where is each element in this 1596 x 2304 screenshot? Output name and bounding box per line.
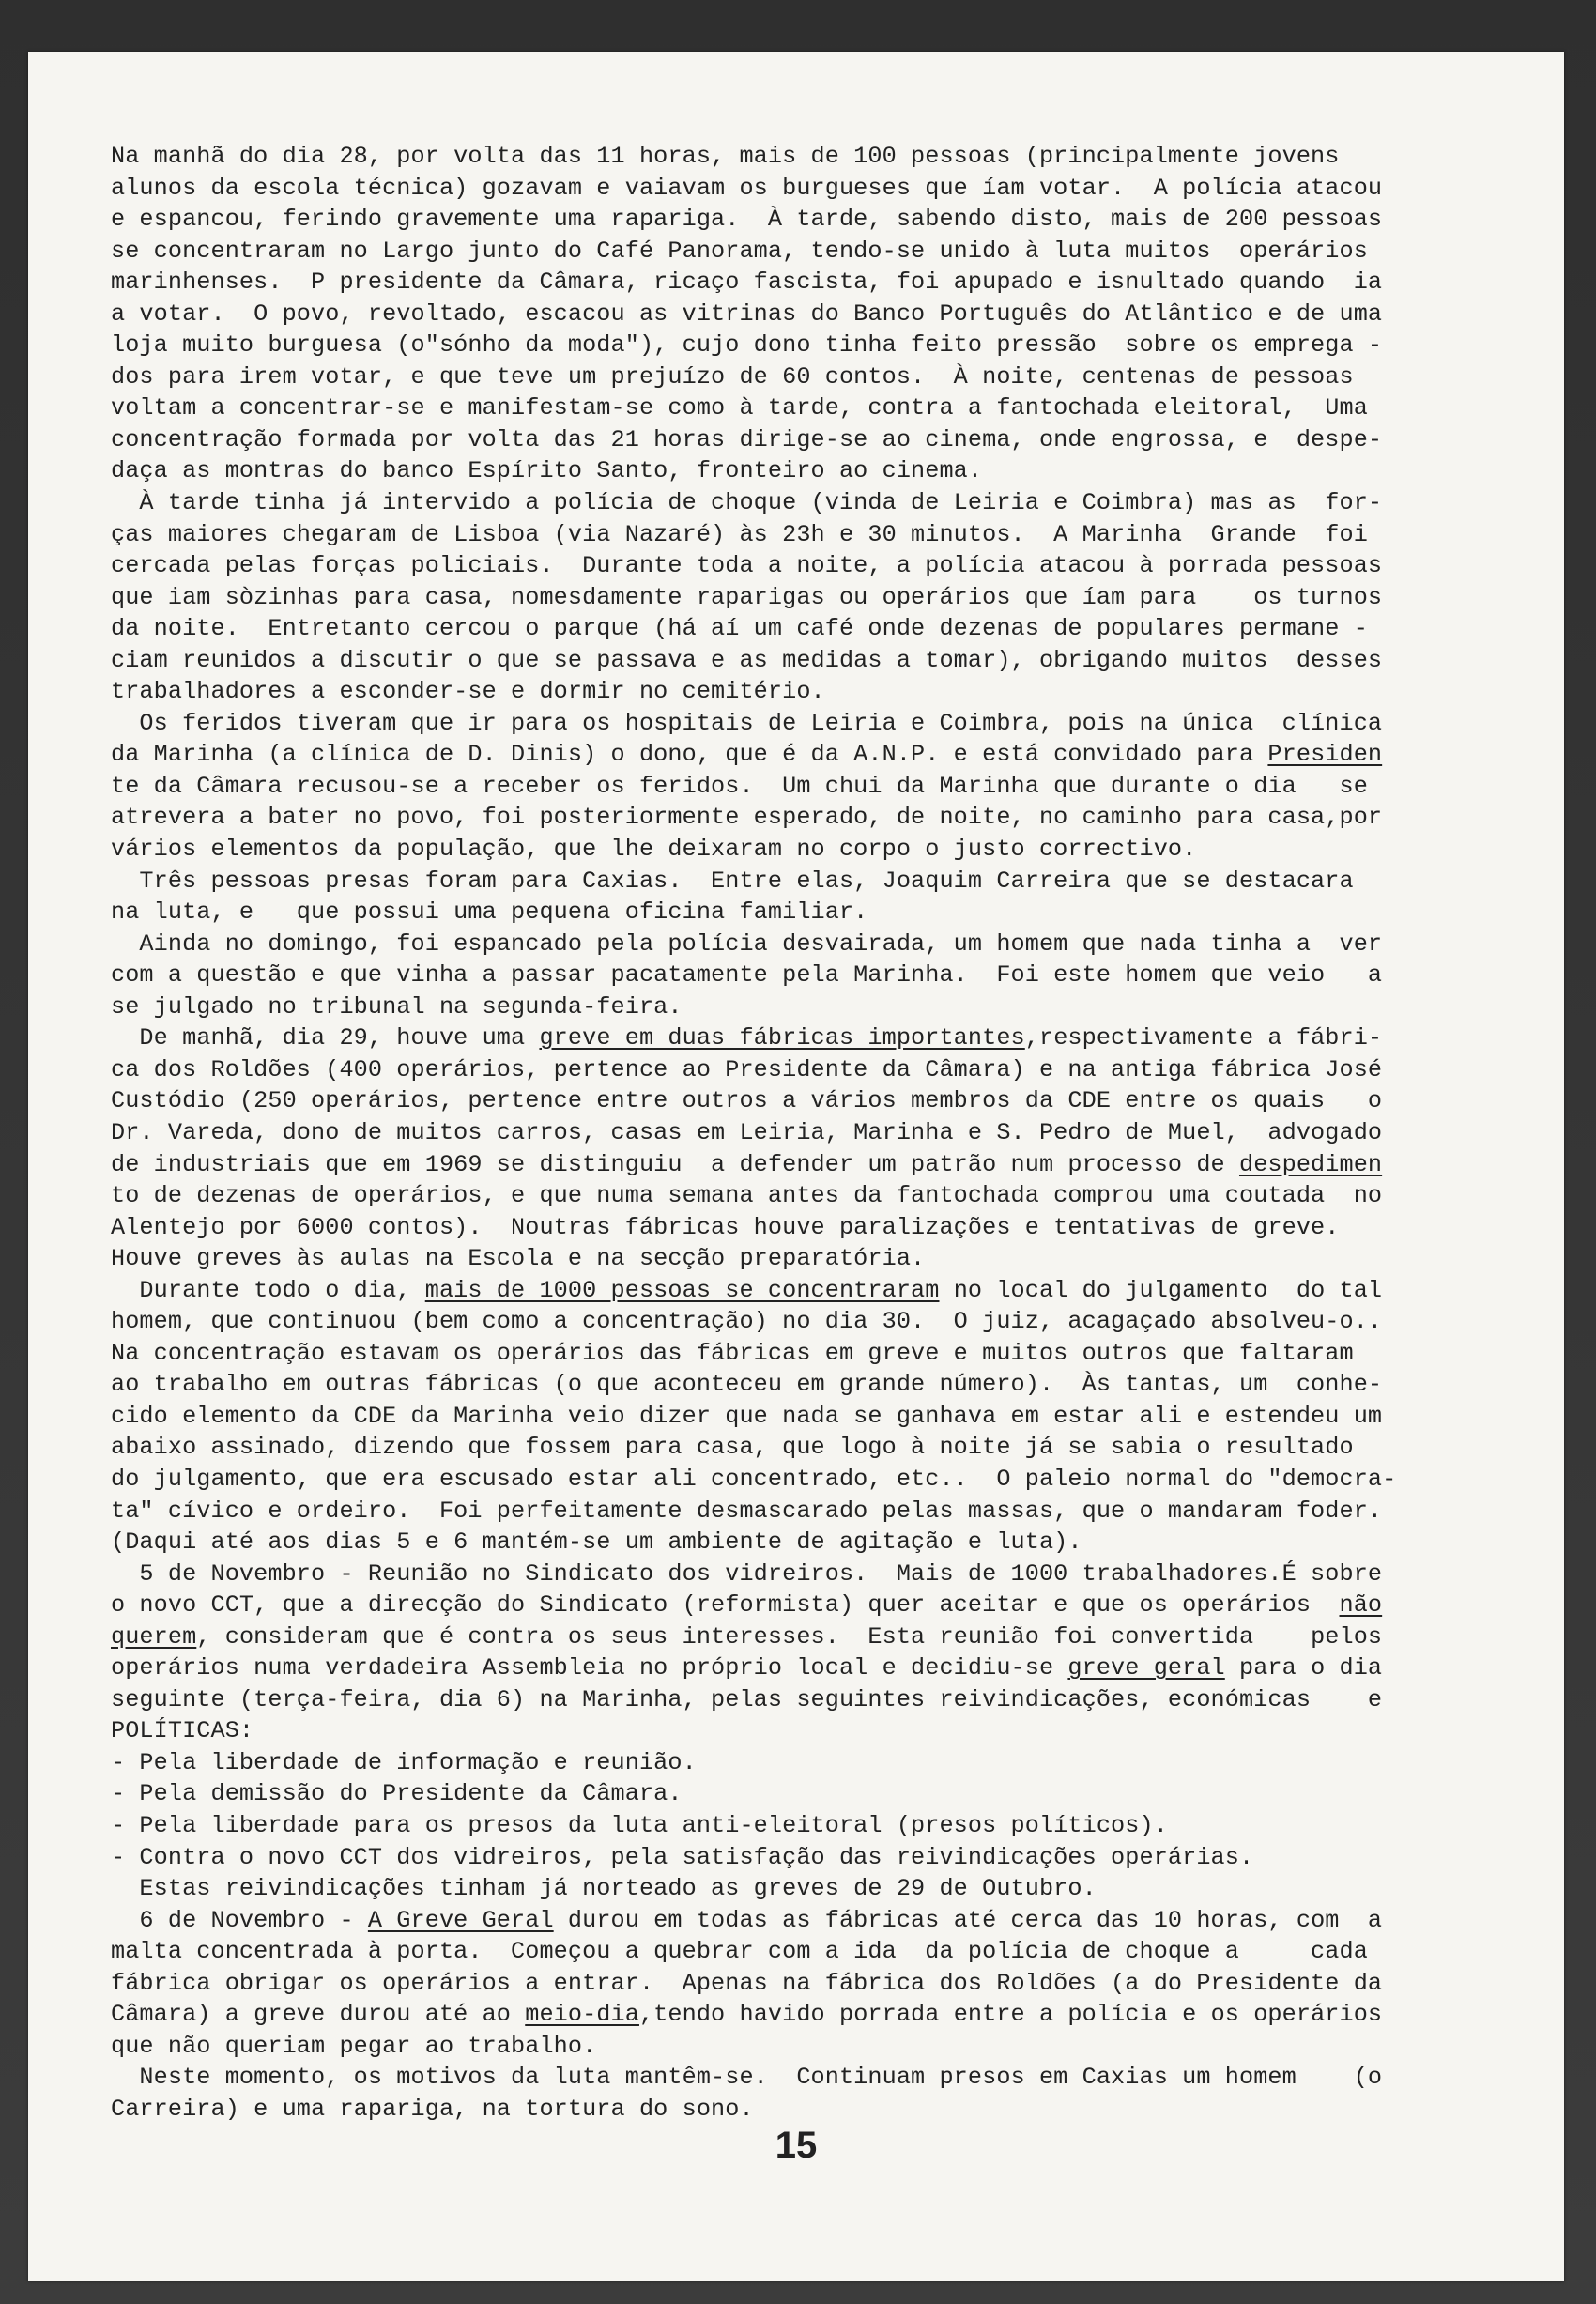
underlined-text: greve em duas fábricas importantes <box>539 1024 1025 1052</box>
underlined-text: meio-dia <box>525 2001 639 2029</box>
text-line <box>111 834 1561 866</box>
text-segment: marinhenses. P presidente da Câmara, ricaço fascista, foi apupado e isnultado quando ia <box>111 269 1383 297</box>
text-segment: Carreira) e uma rapariga, na tortura do sono. <box>111 2095 754 2123</box>
text-line <box>111 173 1561 205</box>
text-segment: ao trabalho em outras fábricas (o que aconteceu em grande número). Às tantas, um conhe- <box>111 1371 1383 1399</box>
text-line <box>111 960 1561 991</box>
text-line <box>111 330 1561 361</box>
underlined-text: A Greve Geral <box>367 1906 554 1934</box>
text-segment: seguinte (terça-feira, dia 6) na Marinha, pelas seguintes reivindicações, económicas e <box>111 1685 1383 1713</box>
text-segment: abaixo assinado, dizendo que fossem para casa, que logo à noite já se sabia o resultado <box>111 1434 1354 1462</box>
text-segment: concentração formada por volta das 21 horas dirige-se ao cinema, onde engrossa, e despe- <box>111 425 1383 453</box>
text-line <box>111 141 1561 173</box>
text-line <box>111 2094 1561 2126</box>
text-line <box>111 1401 1561 1433</box>
text-segment: voltam a concentrar-se e manifestam-se como à tarde, contra a fantochada eleitoral, Uma <box>111 394 1368 422</box>
text-segment: ças maiores chegaram de Lisboa (via Nazaré) às 23h e 30 minutos. A Marinha Grande foi <box>111 520 1368 548</box>
text-segment: - Pela liberdade de informação e reunião. <box>111 1748 697 1776</box>
text-line <box>111 708 1561 740</box>
text-line <box>111 204 1561 236</box>
text-segment: se julgado no tribunal na segunda-feira. <box>111 992 683 1021</box>
text-segment: daça as montras do banco Espírito Santo, fronteiro ao cinema. <box>111 457 983 485</box>
text-segment: ca dos Roldões (400 operários, pertence ao Presidente da Câmara) e na antiga fábrica José <box>111 1055 1383 1083</box>
text-segment: Ainda no domingo, foi espancado pela polícia desvairada, um homem que nada tinha a ver <box>111 929 1383 958</box>
underlined-text: greve geral <box>1067 1654 1225 1682</box>
text-segment: fábrica obrigar os operários a entrar. Apenas na fábrica dos Roldões (a do Presidente da <box>111 1969 1383 1997</box>
text-line <box>111 802 1561 834</box>
text-line <box>111 519 1561 551</box>
document-page <box>28 52 1564 2281</box>
text-segment: - Pela liberdade para os presos da luta anti-eleitoral (presos políticos). <box>111 1811 1168 1839</box>
underlined-text: mais de 1000 pessoas se concentraram <box>424 1276 940 1304</box>
text-segment: Os feridos tiveram que ir para os hospitais de Leiria e Coimbra, pois na única clínica <box>111 709 1383 737</box>
text-segment: com a questão e que vinha a passar pacatamente pela Marinha. Foi este homem que veio a <box>111 961 1383 990</box>
text-line <box>111 929 1561 960</box>
text-segment: se concentraram no Largo junto do Café Panorama, tendo-se unido à luta muitos operários <box>111 237 1368 265</box>
text-segment: Durante todo o dia, <box>111 1276 425 1304</box>
text-segment: no local do julgamento do tal <box>939 1276 1383 1304</box>
text-line <box>111 1022 1561 1054</box>
text-line <box>111 1968 1561 2000</box>
text-line <box>111 236 1561 268</box>
text-segment: Custódio (250 operários, pertence entre outros a vários membros da CDE entre os quais o <box>111 1087 1383 1115</box>
text-line <box>111 1778 1561 1810</box>
underlined-text: não <box>1339 1591 1383 1620</box>
text-line <box>111 392 1561 424</box>
text-line <box>111 1684 1561 1716</box>
text-segment: de industriais que em 1969 se distinguiu a defender um patrão num processo de <box>111 1150 1239 1178</box>
text-line <box>111 1117 1561 1149</box>
page-number: 15 <box>775 2125 818 2166</box>
text-segment: a votar. O povo, revoltado, escacou as vitrinas do Banco Português do Atlântico e de uma <box>111 300 1383 328</box>
text-segment: to de dezenas de operários, e que numa semana antes da fantochada comprou uma coutada no <box>111 1182 1383 1210</box>
text-line <box>111 645 1561 677</box>
text-line <box>111 455 1561 487</box>
text-segment: operários numa verdadeira Assembleia no próprio local e decidiu-se <box>111 1654 1068 1682</box>
text-line <box>111 550 1561 582</box>
text-segment: Estas reivindicações tinham já norteado as greves de 29 de Outubro. <box>111 1875 1097 1903</box>
text-line <box>111 582 1561 614</box>
text-segment: ciam reunidos a discutir o que se passava e as medidas a tomar), obrigando muitos desses <box>111 646 1383 674</box>
text-segment: Na concentração estavam os operários das fábricas em greve e muitos outros que faltaram <box>111 1339 1354 1367</box>
text-line <box>111 1527 1561 1559</box>
text-segment: atrevera a bater no povo, foi posteriormente esperado, de noite, no caminho para casa,por <box>111 804 1383 832</box>
text-line <box>111 1496 1561 1528</box>
text-segment: 5 de Novembro - Reunião no Sindicato dos vidreiros. Mais de 1000 trabalhadores.É sobre <box>111 1559 1383 1588</box>
text-segment: cercada pelas forças policiais. Durante toda a noite, a polícia atacou à porrada pessoas <box>111 552 1383 580</box>
text-line <box>111 1180 1561 1212</box>
text-segment: homem, que continuou (bem como a concentração) no dia 30. O juiz, acagaçado absolveu-o.. <box>111 1308 1383 1336</box>
text-line <box>111 897 1561 929</box>
text-line <box>111 676 1561 708</box>
text-line <box>111 1085 1561 1117</box>
text-line <box>111 991 1561 1023</box>
text-segment: Dr. Vareda, dono de muitos carros, casas em Leiria, Marinha e S. Pedro de Muel, advogado <box>111 1118 1383 1146</box>
text-line <box>111 1464 1561 1496</box>
underlined-text: Presiden <box>1267 741 1383 769</box>
text-line <box>111 771 1561 803</box>
text-line <box>111 299 1561 330</box>
text-line <box>111 1590 1561 1621</box>
text-line <box>111 866 1561 898</box>
text-segment: que não queriam pegar ao trabalho. <box>111 2032 597 2060</box>
text-line <box>111 1306 1561 1338</box>
text-segment: e espancou, ferindo gravemente uma rapariga. À tarde, sabendo disto, mais de 200 pessoas <box>111 206 1383 234</box>
text-line <box>111 739 1561 771</box>
text-line <box>111 267 1561 299</box>
text-segment: ,respectivamente a fábri- <box>1024 1024 1383 1052</box>
text-segment: - Contra o novo CCT dos vidreiros, pela satisfação das reivindicações operárias. <box>111 1843 1254 1871</box>
text-segment: da noite. Entretanto cercou o parque (há aí um café onde dezenas de populares permane - <box>111 615 1368 643</box>
text-segment: loja muito burguesa (o"sónho da moda"), cujo dono tinha feito pressão sobre os emprega - <box>111 331 1383 360</box>
text-segment: ta" cívico e ordeiro. Foi perfeitamente desmascarado pelas massas, que o mandaram foder. <box>111 1497 1383 1525</box>
text-line <box>111 1747 1561 1779</box>
text-segment: Câmara) a greve durou até ao <box>111 2001 526 2029</box>
text-segment: De manhã, dia 29, houve uma <box>111 1024 540 1052</box>
text-segment: alunos da escola técnica) gozavam e vaiavam os burgueses que íam votar. A polícia atacou <box>111 174 1383 202</box>
text-segment: te da Câmara recusou-se a receber os feridos. Um chui da Marinha que durante o dia se <box>111 772 1368 800</box>
text-segment: Na manhã do dia 28, por volta das 11 horas, mais de 100 pessoas (principalmente jovens <box>111 143 1340 170</box>
text-line <box>111 1432 1561 1464</box>
text-line <box>111 1149 1561 1181</box>
text-line <box>111 1905 1561 1937</box>
text-line <box>111 361 1561 393</box>
text-line <box>111 1275 1561 1307</box>
text-line <box>111 487 1561 519</box>
underlined-text: querem <box>111 1622 197 1651</box>
text-line <box>111 1936 1561 1968</box>
text-segment: Houve greves às aulas na Escola e na secção preparatória. <box>111 1245 926 1273</box>
text-segment: malta concentrada à porta. Começou a quebrar com a ida da polícia de choque a cada <box>111 1938 1368 1966</box>
text-segment: Neste momento, os motivos da luta mantêm-se. Continuam presos em Caxias um homem (o <box>111 2064 1383 2092</box>
text-segment: - Pela demissão do Presidente da Câmara. <box>111 1780 683 1808</box>
text-segment: da Marinha (a clínica de D. Dinis) o dono, que é da A.N.P. e está convidado para <box>111 741 1268 769</box>
underlined-text: despedimen <box>1238 1150 1383 1178</box>
text-segment: Alentejo por 6000 contos). Noutras fábricas houve paralizações e tentativas de greve. <box>111 1213 1340 1241</box>
text-line <box>111 1715 1561 1747</box>
text-segment: Três pessoas presas foram para Caxias. Entre elas, Joaquim Carreira que se destacara <box>111 867 1354 895</box>
text-line <box>111 1652 1561 1684</box>
text-segment: 6 de Novembro - <box>111 1906 368 1934</box>
text-segment: para o dia <box>1224 1654 1383 1682</box>
text-line <box>111 2031 1561 2063</box>
text-line <box>111 424 1561 456</box>
text-segment: o novo CCT, que a direcção do Sindicato (reformista) quer aceitar e que os operários <box>111 1591 1340 1620</box>
text-line <box>111 1559 1561 1590</box>
text-segment: (Daqui até aos dias 5 e 6 mantém-se um ambiente de agitação e luta). <box>111 1528 1082 1557</box>
text-line <box>111 613 1561 645</box>
text-line <box>111 1810 1561 1842</box>
text-line <box>111 1999 1561 2031</box>
text-segment: trabalhadores a esconder-se e dormir no cemitério. <box>111 678 825 706</box>
text-line <box>111 1842 1561 1874</box>
text-line <box>111 1054 1561 1086</box>
text-segment: dos para irem votar, e que teve um prejuízo de 60 contos. À noite, centenas de pessoas <box>111 362 1354 391</box>
document-body <box>111 141 1561 2125</box>
text-line <box>111 1873 1561 1905</box>
text-segment: cido elemento da CDE da Marinha veio dizer que nada se ganhava em estar ali e estendeu um <box>111 1402 1383 1430</box>
text-line <box>111 1338 1561 1370</box>
text-segment: na luta, e que possui uma pequena oficina familiar. <box>111 899 868 927</box>
text-segment: ,tendo havido porrada entre a polícia e os operários <box>638 2001 1383 2029</box>
text-segment: do julgamento, que era escusado estar ali concentrado, etc.. O paleio normal do "democra- <box>111 1465 1397 1493</box>
text-segment: À tarde tinha já intervido a polícia de choque (vinda de Leiria e Coimbra) mas as for- <box>111 489 1383 517</box>
text-line <box>111 1212 1561 1244</box>
text-segment: vários elementos da população, que lhe deixaram no corpo o justo correctivo. <box>111 836 1197 864</box>
text-line <box>111 1243 1561 1275</box>
text-line <box>111 2062 1561 2094</box>
text-segment: durou em todas as fábricas até cerca das 10 horas, com a <box>553 1906 1383 1934</box>
text-segment: , consideram que é contra os seus interesses. Esta reunião foi convertida pelos <box>196 1622 1383 1651</box>
text-segment: POLÍTICAS: <box>111 1717 254 1745</box>
text-line <box>111 1369 1561 1401</box>
text-line <box>111 1621 1561 1653</box>
text-segment: que iam sòzinhas para casa, nomesdamente raparigas ou operários que íam para os turnos <box>111 583 1383 611</box>
